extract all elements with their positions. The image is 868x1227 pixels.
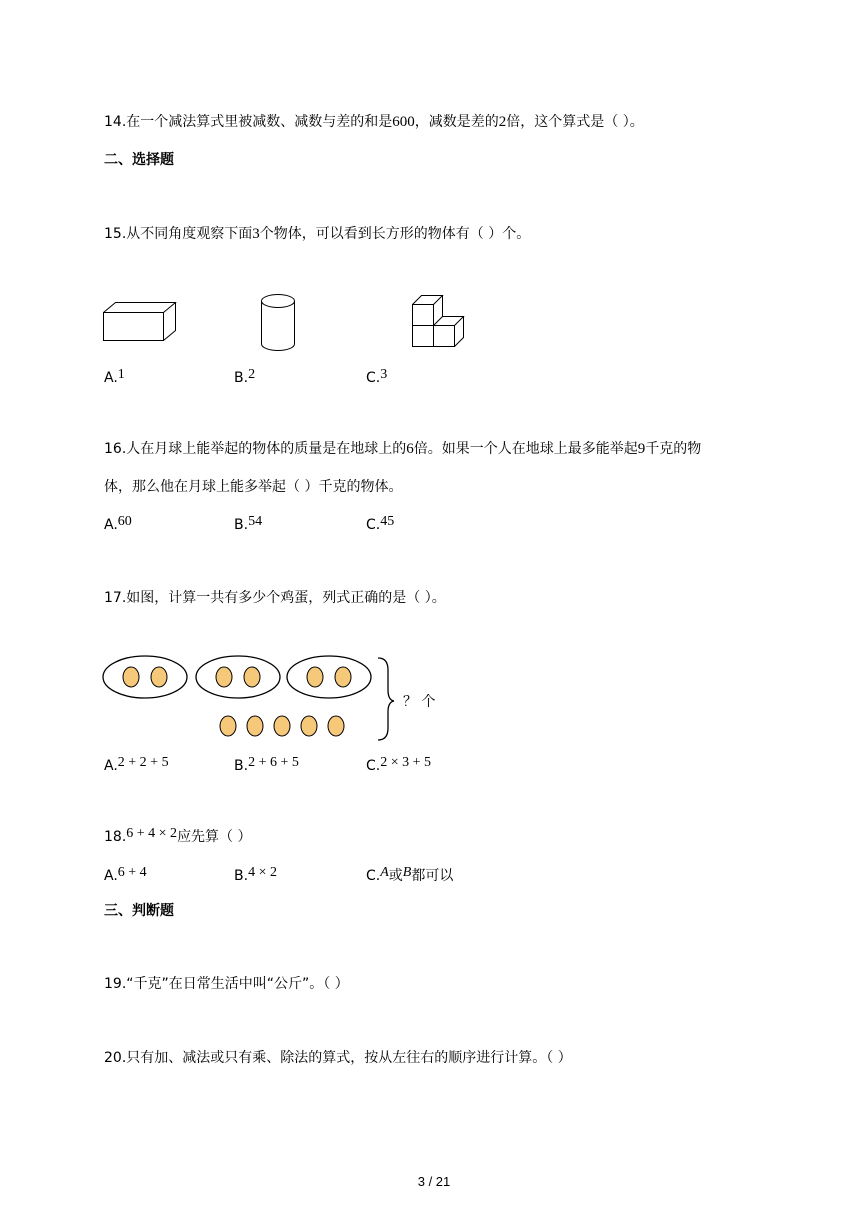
option-value: 2 + 2 + 5 bbox=[117, 755, 169, 770]
q14-text-mid: ，减数是差的 bbox=[414, 114, 499, 130]
egg bbox=[216, 667, 232, 687]
q15-value: 3 bbox=[252, 226, 260, 242]
q17-option-a[interactable] bbox=[104, 756, 169, 777]
q18-text: 应先算（ ） bbox=[177, 829, 252, 845]
egg bbox=[244, 667, 260, 687]
q15-text-pre: 从不同角度观察下面 bbox=[126, 226, 253, 242]
q15-option-a[interactable] bbox=[104, 368, 125, 389]
section-heading-choice: 二、选择题 bbox=[104, 152, 174, 168]
q16-value-1: 6 bbox=[406, 441, 414, 457]
q15-number: 15. bbox=[104, 226, 127, 242]
q14-text-pre: 在一个减法算式里被减数、减数与差的和是 bbox=[126, 114, 393, 130]
option-value: 4 × 2 bbox=[248, 865, 277, 880]
q16-text-pre: 人在月球上能举起的物体的质量是在地球上的 bbox=[126, 441, 407, 457]
q16-value-2: 9 bbox=[637, 441, 646, 457]
q17-option-c[interactable] bbox=[366, 756, 431, 777]
q14-value-2: 2 bbox=[498, 114, 507, 130]
option-value: 3 bbox=[380, 367, 388, 382]
q18-option-c[interactable] bbox=[366, 866, 453, 887]
q14-number: 14. bbox=[104, 114, 127, 130]
option-value: 2 + 6 + 5 bbox=[248, 755, 299, 770]
option-text: 或 bbox=[388, 868, 403, 884]
option-label: A. bbox=[104, 758, 118, 774]
option-value: 54 bbox=[248, 514, 263, 529]
q15-text-post: 个物体，可以看到长方形的物体有（ ）个。 bbox=[259, 226, 531, 242]
q16-number: 16. bbox=[104, 441, 127, 457]
egg-group-oval bbox=[287, 656, 371, 698]
q14-value-1: 600 bbox=[392, 114, 415, 130]
right-brace bbox=[378, 658, 394, 740]
q16-option-a[interactable] bbox=[104, 515, 132, 536]
question-16-line-2: 体，那么他在月球上能多举起（ ）千克的物体。 bbox=[104, 479, 403, 495]
q17-option-b[interactable] bbox=[234, 756, 299, 777]
option-text: 都可以 bbox=[411, 868, 454, 884]
egg bbox=[247, 716, 263, 736]
option-value: 2 × 3 + 5 bbox=[380, 755, 432, 770]
option-value: 6 + 4 bbox=[117, 865, 147, 880]
question-17 bbox=[104, 588, 446, 608]
egg bbox=[151, 667, 167, 687]
egg bbox=[274, 716, 290, 736]
q16-text-post: 千克的物 bbox=[645, 441, 702, 457]
option-label: B. bbox=[234, 758, 249, 774]
cylinder-figure bbox=[261, 294, 297, 352]
option-label: B. bbox=[234, 517, 249, 533]
egg bbox=[123, 667, 139, 687]
egg bbox=[328, 716, 344, 736]
question-18 bbox=[104, 827, 252, 848]
option-label: C. bbox=[366, 868, 381, 884]
egg-figure bbox=[102, 654, 392, 742]
question-19: 19.“千克”在日常生活中叫“公斤”。（ ） bbox=[104, 976, 349, 992]
q16-option-b[interactable] bbox=[234, 515, 262, 536]
option-label: B. bbox=[234, 370, 249, 386]
option-label: A. bbox=[104, 868, 118, 884]
q18-expression: 6 + 4 × 2 bbox=[126, 826, 178, 841]
q15-option-b[interactable] bbox=[234, 368, 255, 389]
option-value: 2 bbox=[248, 367, 256, 382]
q18-option-b[interactable] bbox=[234, 866, 277, 887]
q17-text: 如图，计算一共有多少个鸡蛋，列式正确的是（ ）。 bbox=[126, 590, 446, 606]
brace-label: ？ 个 bbox=[403, 694, 436, 710]
option-label: C. bbox=[366, 517, 381, 533]
q16-text-mid: 倍。如果一个人在地球上最多能举起 bbox=[413, 441, 638, 457]
option-label: A. bbox=[104, 370, 118, 386]
q18-option-a[interactable] bbox=[104, 866, 147, 887]
question-16-line-1 bbox=[104, 439, 701, 459]
question-14 bbox=[104, 112, 644, 132]
egg-group-oval bbox=[196, 656, 280, 698]
question-20: 20.只有加、减法或只有乘、除法的算式，按从左往右的顺序进行计算。（ ） bbox=[104, 1050, 572, 1066]
option-label: B. bbox=[234, 868, 249, 884]
q17-number: 17. bbox=[104, 590, 127, 606]
option-label: A. bbox=[104, 517, 118, 533]
section-heading-judgement: 三、判断题 bbox=[104, 903, 174, 919]
option-variable-b: B bbox=[402, 865, 412, 880]
option-value: 45 bbox=[380, 514, 395, 529]
question-15 bbox=[104, 224, 530, 244]
q15-option-c[interactable] bbox=[366, 368, 387, 389]
q14-text-post: 倍，这个算式是（ ）。 bbox=[506, 114, 644, 130]
cuboid-figure bbox=[103, 302, 178, 342]
option-variable-a: A bbox=[380, 865, 389, 880]
egg bbox=[335, 667, 351, 687]
egg bbox=[220, 716, 236, 736]
cube-stack-figure bbox=[412, 294, 470, 350]
egg-group-oval bbox=[103, 656, 187, 698]
egg bbox=[301, 716, 317, 736]
q16-option-c[interactable] bbox=[366, 515, 394, 536]
option-value: 1 bbox=[117, 367, 125, 382]
egg bbox=[307, 667, 323, 687]
option-label: C. bbox=[366, 758, 381, 774]
option-label: C. bbox=[366, 370, 381, 386]
option-value: 60 bbox=[117, 514, 132, 529]
page-number: 3 / 21 bbox=[417, 1174, 451, 1189]
q18-number: 18. bbox=[104, 829, 127, 845]
